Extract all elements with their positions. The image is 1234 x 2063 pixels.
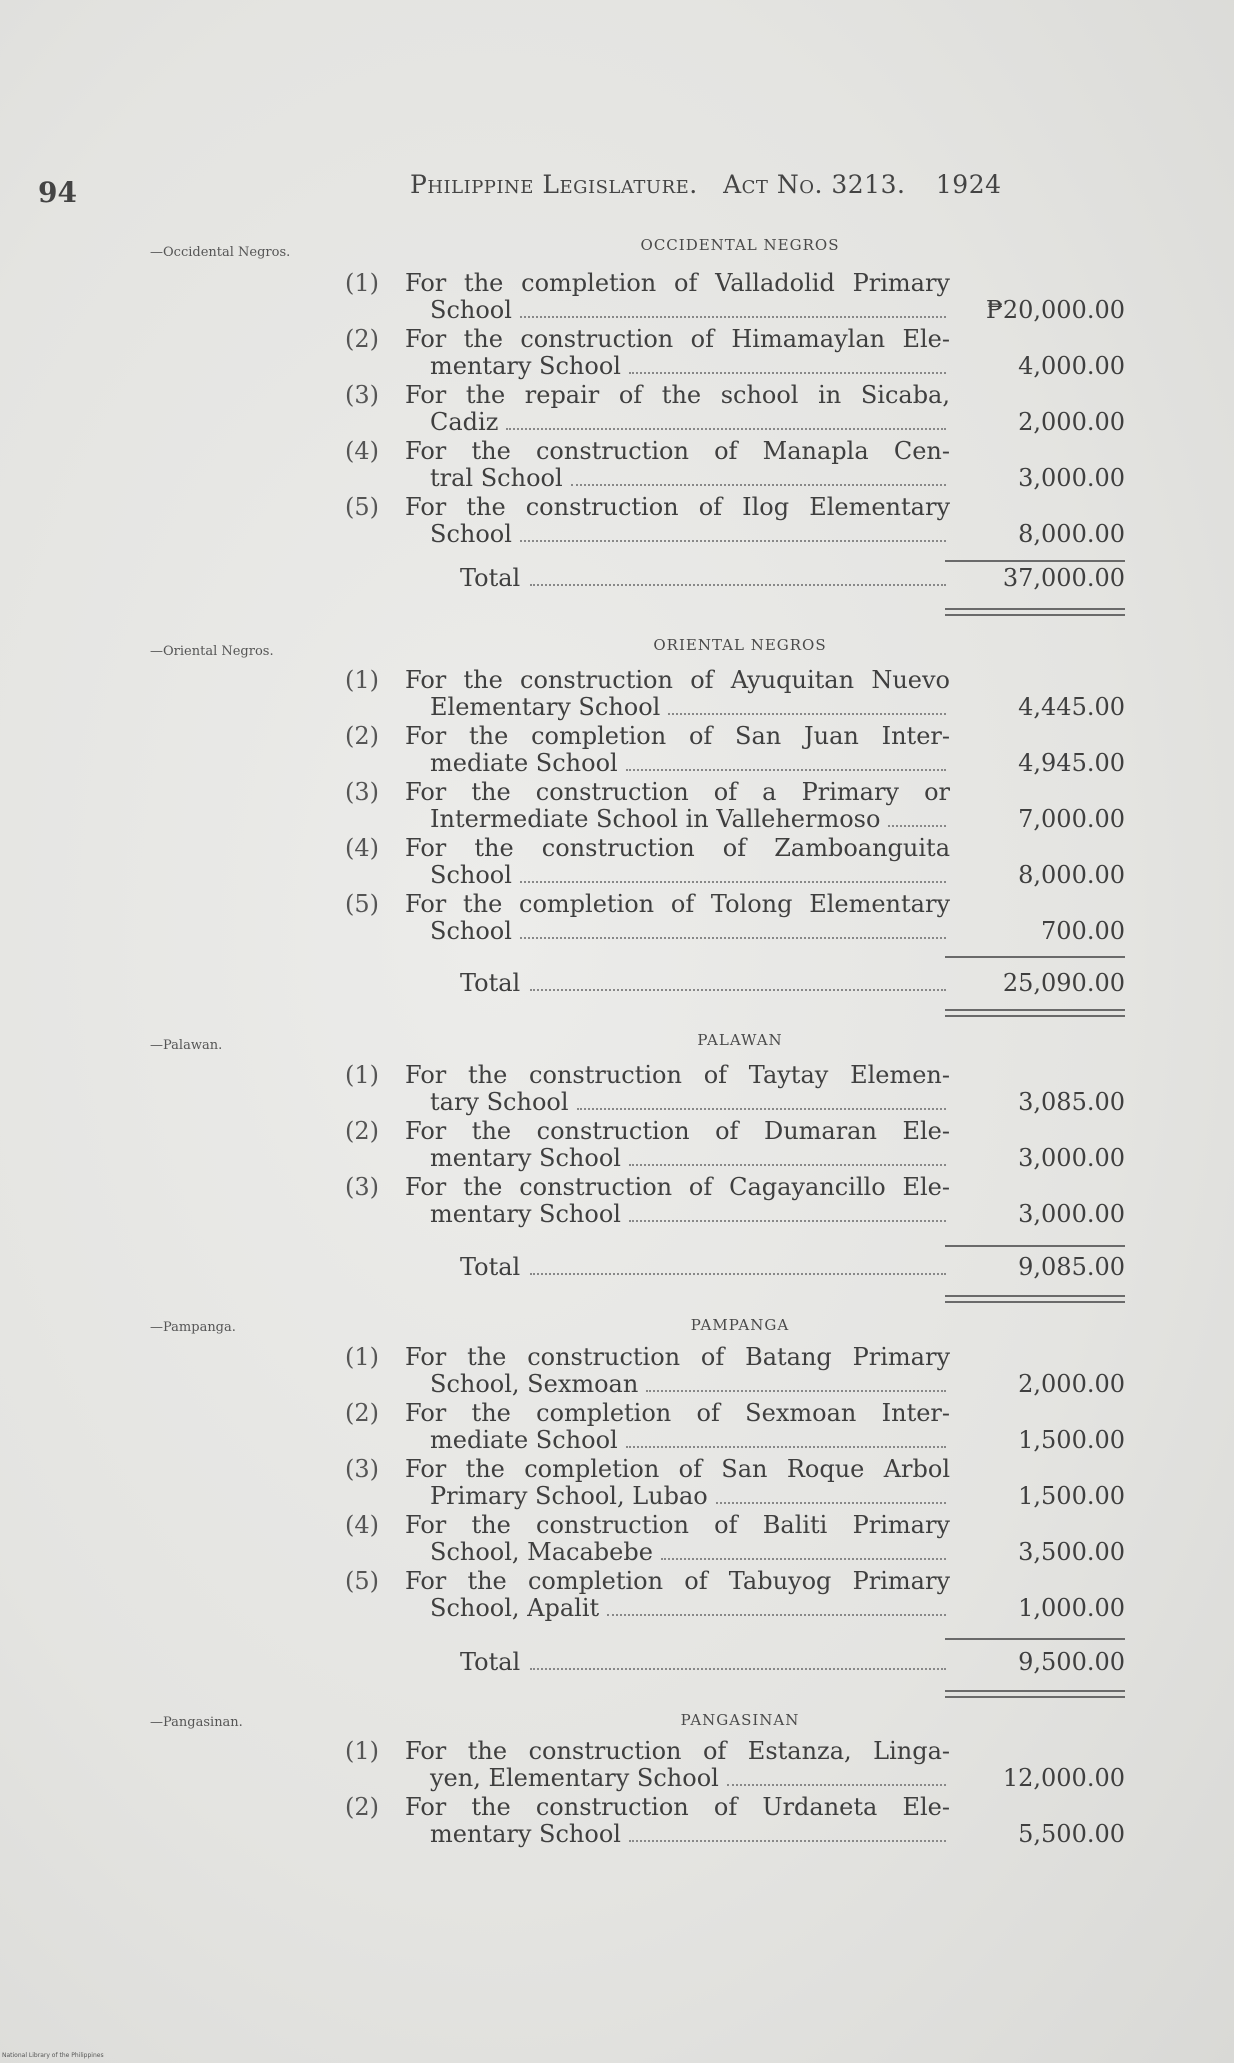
item-description: For the construction of Dumaran Ele- bbox=[405, 1117, 950, 1145]
dot-leader bbox=[530, 1272, 946, 1275]
sum-rule bbox=[945, 1638, 1125, 1640]
dot-leader bbox=[646, 1389, 946, 1392]
dot-leader bbox=[629, 1163, 946, 1166]
item-amount: 1,500.00 bbox=[1018, 1482, 1125, 1510]
list-item bbox=[345, 382, 1125, 438]
item-amount: 1,000.00 bbox=[1018, 1594, 1125, 1622]
running-head-year: 1924 bbox=[935, 170, 1002, 199]
item-description: For the construction of Ayuquitan Nuevo bbox=[405, 666, 950, 694]
item-number: (2) bbox=[345, 722, 379, 750]
item-description-continued: School, Apalit bbox=[430, 1594, 600, 1622]
item-number: (1) bbox=[345, 1061, 379, 1089]
margin-note-pangasinan: —Pangasinan. bbox=[150, 1715, 243, 1730]
item-description: For the construction of Batang Primary bbox=[405, 1343, 950, 1371]
item-number: (3) bbox=[345, 1173, 379, 1201]
dot-leader bbox=[629, 1839, 946, 1842]
item-description: For the construction of Cagayancillo Ele- bbox=[405, 1173, 950, 1201]
list-item bbox=[345, 779, 1125, 835]
total-amount: 25,090.00 bbox=[1002, 969, 1125, 997]
item-description: For the construction of Estanza, Linga- bbox=[405, 1737, 950, 1765]
dot-leader bbox=[888, 824, 946, 827]
list-item bbox=[345, 835, 1125, 891]
total-double-rule bbox=[945, 1690, 1125, 1698]
dot-leader bbox=[520, 315, 946, 318]
item-number: (2) bbox=[345, 1117, 379, 1145]
margin-note-pampanga: —Pampanga. bbox=[150, 1320, 236, 1335]
item-description-continued: Cadiz bbox=[430, 408, 499, 436]
item-description: For the completion of Tolong Elementary bbox=[405, 890, 950, 918]
list-item bbox=[345, 1118, 1125, 1174]
item-description-continued: School bbox=[430, 917, 512, 945]
total-double-rule bbox=[945, 1009, 1125, 1017]
item-description: For the completion of San Juan Inter- bbox=[405, 722, 950, 750]
item-number: (4) bbox=[345, 1511, 379, 1539]
dot-leader bbox=[520, 936, 946, 939]
item-description: For the repair of the school in Sicaba, bbox=[405, 381, 950, 409]
item-amount: 700.00 bbox=[1041, 917, 1125, 945]
item-description-continued: School bbox=[430, 861, 512, 889]
list-item bbox=[345, 1456, 1125, 1512]
item-number: (3) bbox=[345, 778, 379, 806]
list-item bbox=[345, 1062, 1125, 1118]
item-description: For the construction of Zamboanguita bbox=[405, 834, 950, 862]
item-description: For the completion of Sexmoan Inter- bbox=[405, 1399, 950, 1427]
total-label: Total bbox=[460, 1648, 521, 1676]
item-amount: 2,000.00 bbox=[1018, 1370, 1125, 1398]
dot-leader bbox=[530, 988, 946, 991]
list-item bbox=[345, 270, 1125, 326]
dot-leader bbox=[661, 1557, 946, 1560]
item-description-continued: School, Sexmoan bbox=[430, 1370, 639, 1398]
item-number: (4) bbox=[345, 834, 379, 862]
item-description: For the completion of Valladolid Primary bbox=[405, 269, 950, 297]
list-item bbox=[345, 438, 1125, 494]
total-label: Total bbox=[460, 564, 521, 592]
item-description-continued: mediate School bbox=[430, 749, 618, 777]
dot-leader bbox=[571, 483, 946, 486]
item-number: (5) bbox=[345, 493, 379, 521]
archive-stamp: National Library of the Philippines bbox=[2, 2052, 104, 2059]
list-item bbox=[345, 1794, 1125, 1850]
item-amount: 7,000.00 bbox=[1018, 805, 1125, 833]
item-number: (3) bbox=[345, 1455, 379, 1483]
item-amount: 3,000.00 bbox=[1018, 1200, 1125, 1228]
sum-rule bbox=[945, 1245, 1125, 1247]
dot-leader bbox=[530, 1667, 946, 1670]
item-description-continued: tral School bbox=[430, 464, 563, 492]
dot-leader bbox=[530, 583, 946, 586]
list-item bbox=[345, 1738, 1125, 1794]
dot-leader bbox=[626, 1445, 946, 1448]
item-amount: 4,445.00 bbox=[1018, 693, 1125, 721]
section-heading-pampanga: PAMPANGA bbox=[690, 1316, 790, 1334]
item-number: (5) bbox=[345, 1567, 379, 1595]
dot-leader bbox=[629, 371, 946, 374]
item-amount: ₱20,000.00 bbox=[985, 296, 1125, 324]
item-number: (2) bbox=[345, 325, 379, 353]
running-head-act: Act No. 3213. bbox=[723, 170, 906, 199]
running-head bbox=[410, 170, 1002, 199]
item-number: (1) bbox=[345, 1737, 379, 1765]
page-number: 94 bbox=[38, 176, 77, 209]
dot-leader bbox=[626, 768, 946, 771]
list-item bbox=[345, 1512, 1125, 1568]
total-double-rule bbox=[945, 608, 1125, 616]
item-amount: 3,000.00 bbox=[1018, 1144, 1125, 1172]
list-item bbox=[345, 1174, 1125, 1230]
item-description: For the completion of Tabuyog Primary bbox=[405, 1567, 950, 1595]
item-number: (1) bbox=[345, 1343, 379, 1371]
item-amount: 8,000.00 bbox=[1018, 861, 1125, 889]
item-description-continued: Primary School, Lubao bbox=[430, 1482, 708, 1510]
item-description-continued: School bbox=[430, 296, 512, 324]
list-item bbox=[345, 1344, 1125, 1400]
item-description-continued: mentary School bbox=[430, 1820, 621, 1848]
item-description: For the completion of San Roque Arbol bbox=[405, 1455, 950, 1483]
list-item bbox=[345, 891, 1125, 947]
item-number: (2) bbox=[345, 1399, 379, 1427]
item-description-continued: School, Macabebe bbox=[430, 1538, 653, 1566]
list-item bbox=[345, 723, 1125, 779]
item-amount: 3,500.00 bbox=[1018, 1538, 1125, 1566]
item-description-continued: mentary School bbox=[430, 1200, 621, 1228]
section-heading-oriental-negros: ORIENTAL NEGROS bbox=[653, 636, 827, 654]
total-double-rule bbox=[945, 1295, 1125, 1303]
sum-rule bbox=[945, 956, 1125, 958]
item-description: For the construction of Urdaneta Ele- bbox=[405, 1793, 950, 1821]
item-amount: 5,500.00 bbox=[1018, 1820, 1125, 1848]
item-description-continued: mediate School bbox=[430, 1426, 618, 1454]
margin-note-occidental-negros: —Occidental Negros. bbox=[150, 245, 291, 260]
item-amount: 1,500.00 bbox=[1018, 1426, 1125, 1454]
running-head-title: Philippine Legislature. bbox=[410, 170, 698, 199]
item-description-continued: Intermediate School in Vallehermoso bbox=[430, 805, 881, 833]
total-row bbox=[345, 1648, 1125, 1678]
dot-leader bbox=[520, 539, 946, 542]
item-description: For the construction of Manapla Cen- bbox=[405, 437, 950, 465]
item-number: (2) bbox=[345, 1793, 379, 1821]
list-item bbox=[345, 1400, 1125, 1456]
item-number: (4) bbox=[345, 437, 379, 465]
item-description: For the construction of Ilog Elementary bbox=[405, 493, 950, 521]
item-description-continued: mentary School bbox=[430, 1144, 621, 1172]
list-item bbox=[345, 667, 1125, 723]
item-description-continued: Elementary School bbox=[430, 693, 661, 721]
item-amount: 2,000.00 bbox=[1018, 408, 1125, 436]
dot-leader bbox=[520, 880, 946, 883]
item-amount: 4,945.00 bbox=[1018, 749, 1125, 777]
dot-leader bbox=[629, 1219, 946, 1222]
list-item bbox=[345, 1568, 1125, 1624]
total-row bbox=[345, 1253, 1125, 1283]
section-heading-palawan: PALAWAN bbox=[697, 1031, 783, 1049]
list-item bbox=[345, 326, 1125, 382]
total-amount: 9,085.00 bbox=[1018, 1253, 1125, 1281]
item-description-continued: mentary School bbox=[430, 352, 621, 380]
dot-leader bbox=[727, 1783, 946, 1786]
item-amount: 3,000.00 bbox=[1018, 464, 1125, 492]
item-description: For the construction of Himamaylan Ele- bbox=[405, 325, 950, 353]
section-heading-pangasinan: PANGASINAN bbox=[680, 1711, 800, 1729]
item-number: (1) bbox=[345, 269, 379, 297]
total-row bbox=[345, 969, 1125, 999]
total-label: Total bbox=[460, 969, 521, 997]
dot-leader bbox=[607, 1613, 946, 1616]
item-description-continued: School bbox=[430, 520, 512, 548]
item-amount: 3,085.00 bbox=[1018, 1088, 1125, 1116]
margin-note-oriental-negros: —Oriental Negros. bbox=[150, 644, 274, 659]
item-description: For the construction of Baliti Primary bbox=[405, 1511, 950, 1539]
list-item bbox=[345, 494, 1125, 550]
item-number: (1) bbox=[345, 666, 379, 694]
section-heading-occidental-negros: OCCIDENTAL NEGROS bbox=[640, 236, 840, 254]
item-description-continued: tary School bbox=[430, 1088, 569, 1116]
item-description: For the construction of a Primary or bbox=[405, 778, 950, 806]
item-description-continued: yen, Elementary School bbox=[430, 1764, 719, 1792]
total-amount: 9,500.00 bbox=[1018, 1648, 1125, 1676]
item-description: For the construction of Taytay Elemen- bbox=[405, 1061, 950, 1089]
dot-leader bbox=[668, 712, 946, 715]
item-number: (3) bbox=[345, 381, 379, 409]
total-amount: 37,000.00 bbox=[1002, 564, 1125, 592]
margin-note-palawan: —Palawan. bbox=[150, 1038, 223, 1053]
total-row bbox=[345, 564, 1125, 594]
dot-leader bbox=[506, 427, 946, 430]
item-number: (5) bbox=[345, 890, 379, 918]
item-amount: 8,000.00 bbox=[1018, 520, 1125, 548]
dot-leader bbox=[577, 1107, 946, 1110]
total-label: Total bbox=[460, 1253, 521, 1281]
sum-rule bbox=[945, 560, 1125, 562]
item-amount: 12,000.00 bbox=[1002, 1764, 1125, 1792]
item-amount: 4,000.00 bbox=[1018, 352, 1125, 380]
dot-leader bbox=[716, 1501, 946, 1504]
